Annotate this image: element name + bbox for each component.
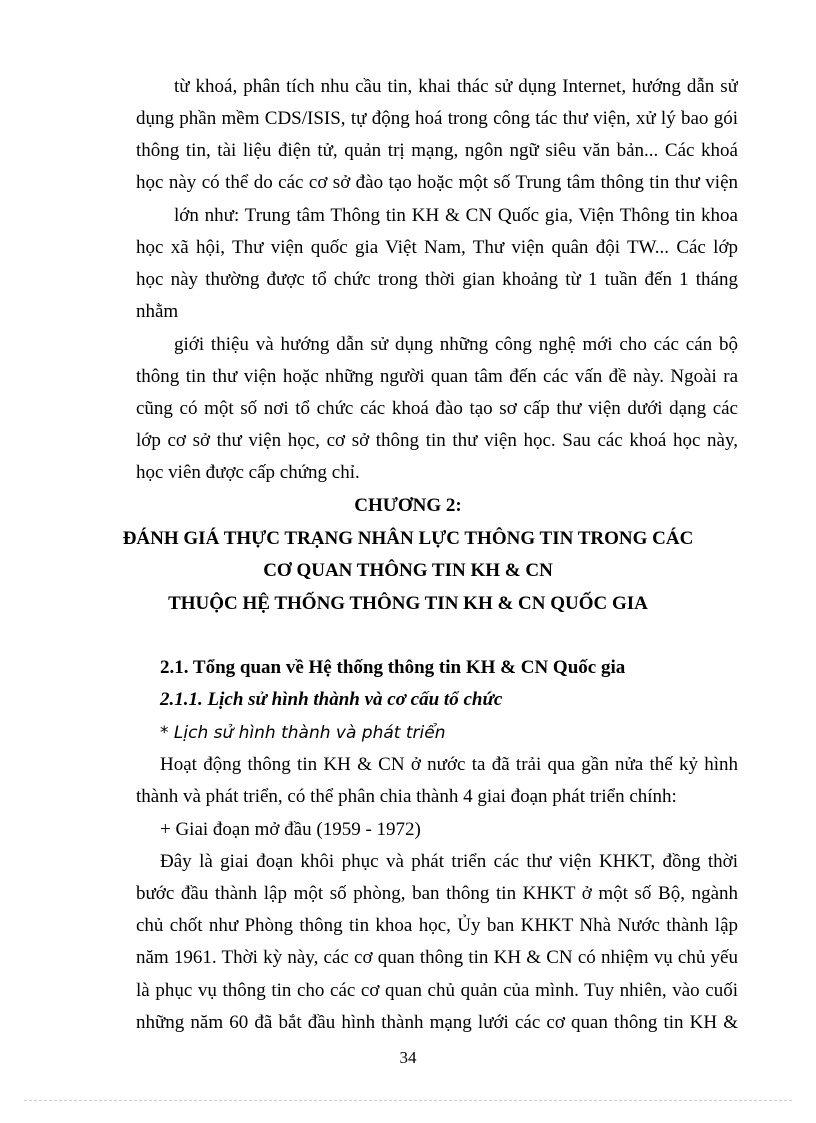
chapter-title-line: ĐÁNH GIÁ THỰC TRẠNG NHÂN LỰC THÔNG TIN TRONG CÁC bbox=[122, 528, 694, 549]
page-bottom-divider bbox=[24, 1100, 792, 1101]
paragraph-line: là phục vụ thông tin cho các cơ quan chủ quản của mình. Tuy nhiên, vào cuối bbox=[136, 980, 738, 1001]
paragraph-line: cũng có một số nơi tổ chức các khoá đào tạo sơ cấp thư viện dưới dạng các bbox=[136, 398, 738, 419]
paragraph-line: dụng phần mềm CDS/ISIS, tự động hoá trong công tác thư viện, xử lý bao gói bbox=[136, 108, 738, 129]
paragraph-line: lớp cơ sở thư viện học, cơ sở thông tin thư viện học. Sau các khoá học này, bbox=[136, 430, 738, 451]
paragraph-line: Hoạt động thông tin KH & CN ở nước ta đã trải qua gần nửa thế kỷ hình bbox=[160, 754, 738, 775]
chapter-title-line: THUỘC HỆ THỐNG THÔNG TIN KH & CN QUỐC GIA bbox=[168, 593, 648, 614]
paragraph-line: thành và phát triển, có thể phân chia thành 4 giai đoạn phát triển chính: bbox=[136, 786, 677, 807]
paragraph-line: bước đầu thành lập một số phòng, ban thông tin KHKT ở một số Bộ, ngành bbox=[136, 883, 738, 904]
chapter-title-line: CƠ QUAN THÔNG TIN KH & CN bbox=[263, 560, 553, 581]
page-number: 34 bbox=[399, 1048, 417, 1067]
paragraph-line: giới thiệu và hướng dẫn sử dụng những công nghệ mới cho các cán bộ bbox=[174, 334, 738, 355]
paragraph-line: thông tin, tài liệu điện tử, quản trị mạng, ngôn ngữ siêu văn bản... Các khoá bbox=[136, 140, 738, 161]
paragraph-line: học xã hội, Thư viện quốc gia Việt Nam, Thư viện quân đội TW... Các lớp bbox=[136, 237, 738, 258]
paragraph-line: những năm 60 đã bắt đầu hình thành mạng lưới các cơ quan thông tin KH & bbox=[136, 1012, 738, 1033]
paragraph-line: nhằm bbox=[136, 301, 179, 322]
paragraph-line: từ khoá, phân tích nhu cầu tin, khai thác sử dụng Internet, hướng dẫn sử bbox=[174, 76, 738, 97]
paragraph-line: học này thường được tổ chức trong thời gian khoảng từ 1 tuần đến 1 tháng bbox=[136, 269, 738, 290]
paragraph-line: học viên được cấp chứng chỉ. bbox=[136, 462, 360, 483]
section-heading: 2.1. Tổng quan về Hệ thống thông tin KH & CN Quốc gia bbox=[160, 657, 626, 678]
paragraph-line: Đây là giai đoạn khôi phục và phát triển các thư viện KHKT, đồng thời bbox=[160, 851, 738, 872]
paragraph-line: học này có thể do các cơ sở đào tạo hoặc một số Trung tâm thông tin thư viện bbox=[136, 172, 738, 193]
chapter-label: CHƯƠNG 2: bbox=[354, 495, 462, 516]
paragraph-line: thông tin thư viện hoặc những người quan tâm đến các vấn đề này. Ngoài ra bbox=[136, 366, 738, 387]
paragraph-line: năm 1961. Thời kỳ này, các cơ quan thông tin KH & CN có nhiệm vụ chủ yếu bbox=[136, 947, 738, 968]
bullet-heading: * Lịch sử hình thành và phát triển bbox=[160, 723, 446, 743]
subsection-heading: 2.1.1. Lịch sử hình thành và cơ cấu tổ chức bbox=[160, 689, 503, 710]
paragraph-line: + Giai đoạn mở đầu (1959 - 1972) bbox=[160, 819, 421, 840]
paragraph-line: lớn như: Trung tâm Thông tin KH & CN Quốc gia, Viện Thông tin khoa bbox=[174, 205, 738, 226]
paragraph-line: chủ chốt như Phòng thông tin khoa học, Ủy ban KHKT Nhà Nước thành lập bbox=[136, 915, 738, 936]
